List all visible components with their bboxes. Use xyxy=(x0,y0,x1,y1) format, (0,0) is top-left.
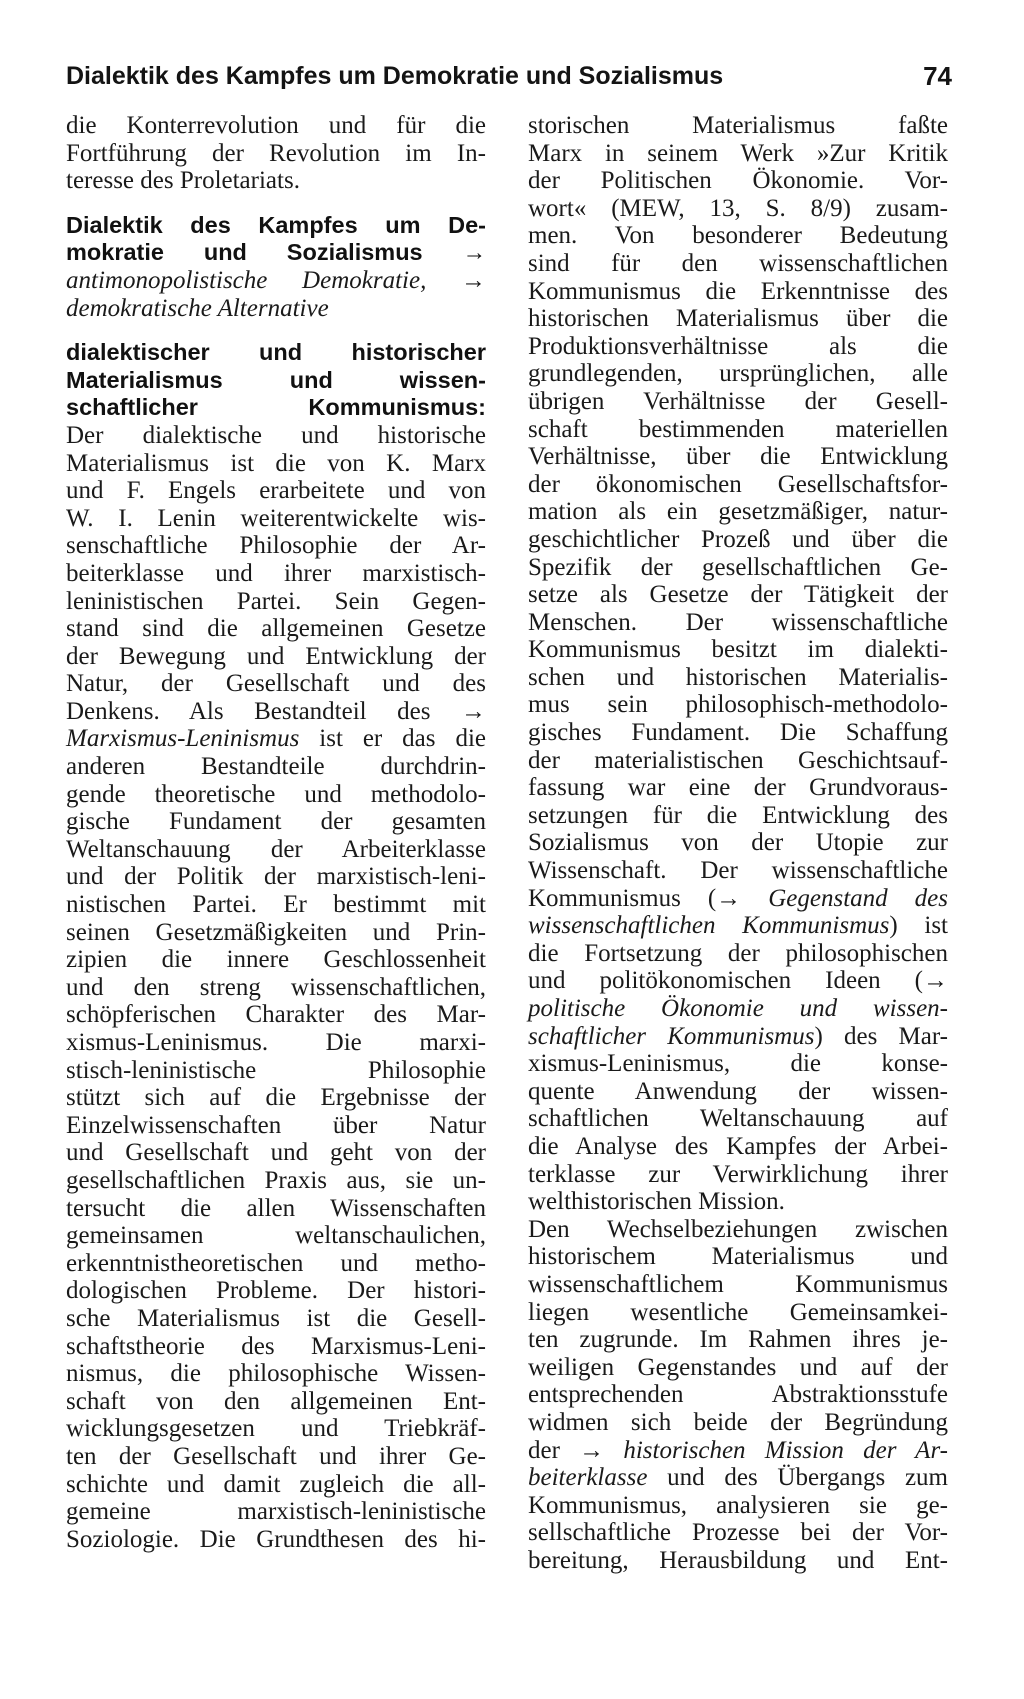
text-line: erkenntnistheoretischen und metho- xyxy=(66,1249,486,1277)
text-line: mation als ein gesetzmäßiger, natur- xyxy=(528,498,948,526)
text-line: beiterklasse und des Übergangs zum xyxy=(528,1464,948,1492)
right-column xyxy=(528,112,948,1574)
text-line: und F. Engels erarbeitete und von xyxy=(66,477,486,505)
text-line: fassung war eine der Grundvoraus- xyxy=(528,774,948,802)
text-line: Weltanschauung der Arbeiterklasse xyxy=(66,835,486,863)
text-line: der → historischen Mission der Ar- xyxy=(528,1436,949,1464)
text-line: Verhältnisse, über die Entwicklung xyxy=(528,443,948,471)
text-line: W. I. Lenin weiterentwickelte wis- xyxy=(66,504,486,532)
text-line: ten der Gesellschaft und ihrer Ge- xyxy=(66,1442,486,1470)
entry-headword-line: dialektischer und historischer xyxy=(66,339,486,366)
text-line: widmen sich beide der Begründung xyxy=(528,1408,948,1436)
text-line: zipien die innere Geschlossenheit xyxy=(66,946,486,974)
text-line: sellschaftliche Prozesse bei der Vor- xyxy=(528,1519,948,1547)
text-line: und Gesellschaft und geht von der xyxy=(66,1139,486,1167)
cross-reference-italic: Marxismus-Leninismus xyxy=(66,725,300,753)
text-line: xismus-Leninismus. Die marxi- xyxy=(66,1029,486,1056)
text-line: schaftlicher Kommunismus) des Mar- xyxy=(528,1022,948,1050)
text-line: Materialismus ist die von K. Marx xyxy=(66,449,486,477)
text-line: nismus, die philosophische Wissen- xyxy=(66,1360,486,1388)
text-line: sche Materialismus ist die Gesell- xyxy=(66,1304,486,1332)
entry-headword-line: mokratie und Sozialismus → xyxy=(66,239,486,266)
cross-reference-italic: Gegenstand des xyxy=(768,884,949,912)
text-line: wicklungsgesetzen und Triebkräf- xyxy=(66,1415,486,1443)
text-line: demokratische Alternative xyxy=(66,294,329,322)
text-line: Kommunismus die Erkenntnisse des xyxy=(528,277,948,305)
text-line: bereitung, Herausbildung und Ent- xyxy=(528,1546,948,1574)
text-line: Der dialektische und historische xyxy=(66,421,486,449)
text-line: Einzelwissenschaften über Natur xyxy=(66,1111,486,1139)
text-line: schaft von den allgemeinen Ent- xyxy=(66,1387,486,1415)
text-line: gemeinsamen weltanschaulichen, xyxy=(66,1222,486,1250)
text-line: schichte und damit zugleich die all- xyxy=(66,1470,486,1498)
text-line: wissenschaftlichen Kommunismus) ist xyxy=(528,912,949,940)
text-line: senschaftliche Philosophie der Ar- xyxy=(66,532,486,560)
text-line: Kommunismus besitzt im dialekti- xyxy=(528,636,948,664)
text-line: Produktionsverhältnisse als die xyxy=(528,332,948,360)
cross-reference-italic: beiterklasse xyxy=(528,1464,648,1492)
text-line: stisch-leninistische Philosophie xyxy=(66,1056,486,1084)
cross-reference-italic: schaftlicher Kommunismus xyxy=(528,1022,815,1050)
text-line: dologischen Probleme. Der histori- xyxy=(66,1277,486,1305)
text-line: welthistorischen Mission. xyxy=(528,1188,785,1216)
text-line: der materialistischen Geschichtsauf- xyxy=(528,746,948,774)
text-line: wort« (MEW, 13, S. 8/9) zusam- xyxy=(528,194,948,222)
text-line: liegen wesentliche Gemeinsamkei- xyxy=(528,1298,948,1326)
text-line: gische Fundament der gesamten xyxy=(66,808,486,836)
cross-reference-italic: historischen Mission der Ar- xyxy=(623,1436,949,1464)
text-line: mus sein philosophisch-methodolo- xyxy=(528,691,948,719)
text-line: sind für den wissenschaftlichen xyxy=(528,249,948,277)
text-line: entsprechenden Abstraktionsstufe xyxy=(528,1381,948,1409)
left-column xyxy=(66,112,486,1553)
entry-headword-line: Dialektik des Kampfes um De- xyxy=(66,211,486,238)
text-line: geschichtlicher Prozeß und über die xyxy=(528,525,948,553)
entry-headword-line: Materialismus und wissen- xyxy=(66,366,486,393)
text-line: gende theoretische und methodolo- xyxy=(66,780,486,808)
text-line: schaftstheorie des Marxismus-Leni- xyxy=(66,1332,486,1360)
text-line: storischen Materialismus faßte xyxy=(528,112,948,139)
text-line: men. Von besonderer Bedeutung xyxy=(528,222,948,250)
running-head-title: Dialektik des Kampfes um Demokratie und Sozialismus xyxy=(66,62,724,90)
text-line: xismus-Leninismus, die konse- xyxy=(528,1050,948,1078)
text-line: der ökonomischen Gesellschaftsfor- xyxy=(528,470,948,498)
text-line: leninistischen Partei. Sein Gegen- xyxy=(66,587,486,615)
text-line: setzungen für die Entwicklung des xyxy=(528,801,948,829)
text-line: stand sind die allgemeinen Gesetze xyxy=(66,615,486,643)
text-line: Kommunismus, analysieren sie ge- xyxy=(528,1491,948,1519)
text-line: Denkens. Als Bestandteil des → xyxy=(66,697,486,725)
running-head xyxy=(66,58,952,94)
text-line: gemeine marxistisch-leninistische xyxy=(66,1498,486,1526)
text-line: weiligen Gegenstandes und auf der xyxy=(528,1353,948,1381)
text-line: Marx in seinem Werk »Zur Kritik xyxy=(528,139,948,167)
text-line: gesellschaftlichen Praxis aus, sie un- xyxy=(66,1166,486,1194)
text-line: tersucht die allen Wissenschaften xyxy=(66,1194,486,1222)
text-line: und politökonomischen Ideen (→ xyxy=(528,967,948,995)
text-line: politische Ökonomie und wissen- xyxy=(528,995,948,1022)
text-line: historischem Materialismus und xyxy=(528,1243,948,1271)
text-line: und der Politik der marxistisch-leni- xyxy=(66,863,486,891)
text-line: Wissenschaft. Der wissenschaftliche xyxy=(528,857,948,885)
text-line: beiterklasse und ihrer marxistisch- xyxy=(66,559,486,587)
text-line: schaft bestimmenden materiellen xyxy=(528,415,948,443)
text-line: Natur, der Gesellschaft und des xyxy=(66,670,486,698)
text-line: ten zugrunde. Im Rahmen ihres je- xyxy=(528,1326,948,1354)
text-line: schen und historischen Materialis- xyxy=(528,663,948,691)
text-line: Marxismus-Leninismus ist er das die xyxy=(66,725,486,753)
text-line: Soziologie. Die Grundthesen des hi- xyxy=(66,1525,486,1553)
text-line: Menschen. Der wissenschaftliche xyxy=(528,608,948,636)
text-line: die Fortsetzung der philosophischen xyxy=(528,939,948,967)
text-line: seinen Gesetzmäßigkeiten und Prin- xyxy=(66,918,486,946)
text-line: quente Anwendung der wissen- xyxy=(528,1077,948,1105)
text-line: teresse des Proletariats. xyxy=(66,167,300,195)
paragraph-gap xyxy=(66,322,486,339)
text-line: Spezifik der gesellschaftlichen Ge- xyxy=(528,553,948,581)
entry-headword-line: schaftlicher Kommunismus: xyxy=(66,394,486,421)
text-line: nistischen Partei. Er bestimmt mit xyxy=(66,891,486,919)
text-line: anderen Bestandteile durchdrin- xyxy=(66,753,486,781)
text-line: der Bewegung und Entwicklung der xyxy=(66,642,486,670)
page-number: 74 xyxy=(923,61,952,91)
paragraph-gap xyxy=(66,195,486,212)
text-line: der Politischen Ökonomie. Vor- xyxy=(528,167,948,195)
text-line: schaftlichen Weltanschauung auf xyxy=(528,1105,948,1133)
text-line: antimonopolistische Demokratie, → xyxy=(66,266,486,294)
text-line: Kommunismus (→ Gegenstand des xyxy=(528,884,949,912)
text-line: Den Wechselbeziehungen zwischen xyxy=(528,1215,948,1243)
text-line: grundlegenden, ursprünglichen, alle xyxy=(528,360,948,388)
text-line: setze als Gesetze der Tätigkeit der xyxy=(528,581,948,609)
text-line: und den streng wissenschaftlichen, xyxy=(66,973,486,1001)
text-line: übrigen Verhältnisse der Gesell- xyxy=(528,387,948,415)
text-line: historischen Materialismus über die xyxy=(528,305,948,333)
text-line: Fortführung der Revolution im In- xyxy=(66,139,486,167)
cross-reference-italic: wissenschaftlichen Kommunismus xyxy=(528,912,890,940)
text-line: stützt sich auf die Ergebnisse der xyxy=(66,1084,486,1112)
text-line: die Analyse des Kampfes der Arbei- xyxy=(528,1132,948,1160)
text-line: die Konterrevolution und für die xyxy=(66,112,486,139)
text-line: terklasse zur Verwirklichung ihrer xyxy=(528,1160,948,1188)
text-line: gisches Fundament. Die Schaffung xyxy=(528,719,948,747)
text-line: wissenschaftlichem Kommunismus xyxy=(528,1270,948,1298)
text-line: Sozialismus von der Utopie zur xyxy=(528,829,948,857)
text-line: schöpferischen Charakter des Mar- xyxy=(66,1001,486,1029)
